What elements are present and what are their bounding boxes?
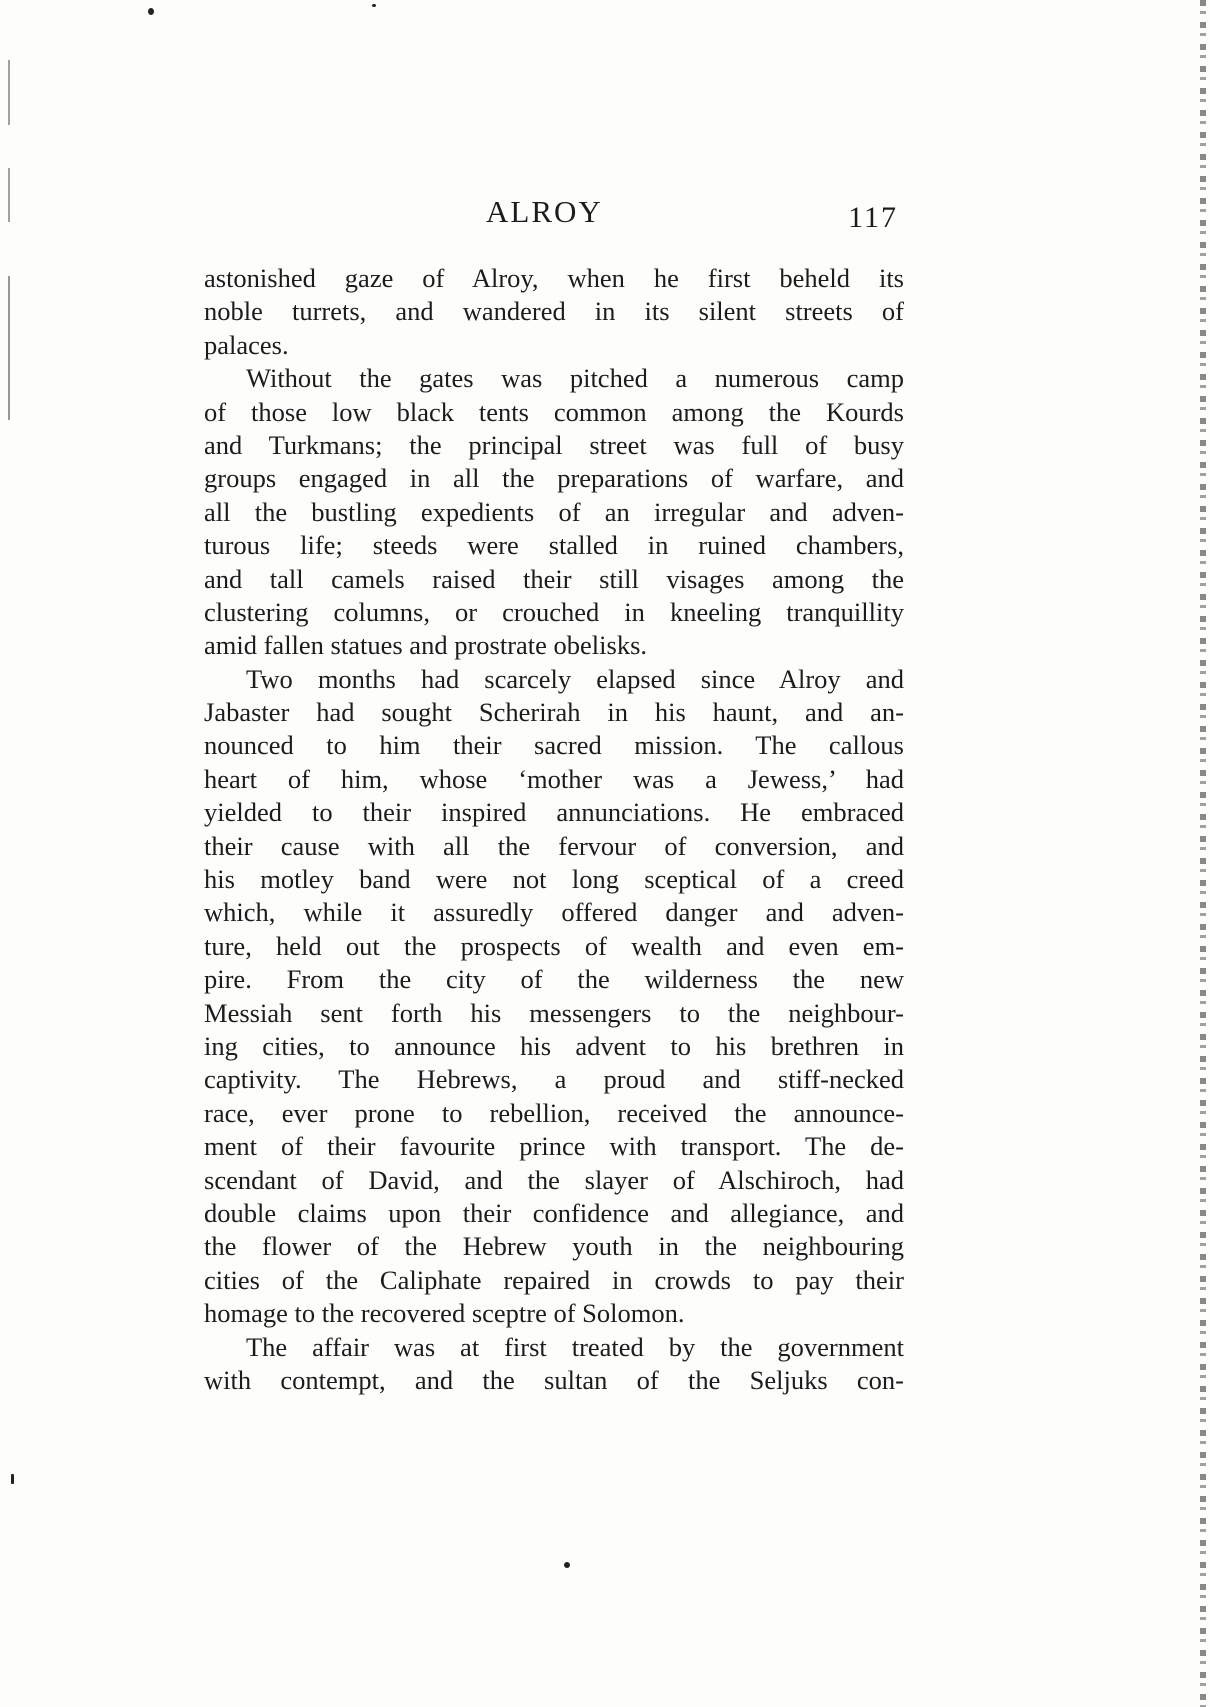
paragraph [204, 663, 904, 1331]
text-line: captivity. The Hebrews, a proud and stiff-necked [204, 1064, 904, 1095]
text-line: race, ever prone to rebellion, received the announce- [204, 1097, 904, 1128]
text-line: Two months had scarcely elapsed since Alroy and [246, 663, 904, 694]
paragraph [204, 362, 904, 663]
scan-speck [11, 1474, 14, 1484]
text-line: yielded to their inspired annunciations. He embraced [204, 797, 904, 828]
text-line: their cause with all the fervour of conversion, and [204, 830, 904, 861]
scan-speck [148, 8, 154, 15]
text-line: palaces. [204, 329, 289, 360]
text-line: clustering columns, or crouched in kneeling tranquillity [204, 596, 904, 627]
text-line: the flower of the Hebrew youth in the neighbouring [204, 1231, 904, 1262]
text-line: heart of him, whose ‘mother was a Jewess,’ had [204, 763, 904, 794]
text-line: nounced to him their sacred mission. The callous [204, 730, 904, 761]
text-line: his motley band were not long sceptical of a creed [204, 864, 904, 895]
text-line: ing cities, to announce his advent to his brethren in [204, 1030, 904, 1061]
binding-edge-right [1200, 0, 1206, 1707]
text-line: and Turkmans; the principal street was full of busy [204, 429, 904, 460]
text-line: The affair was at first treated by the government [246, 1331, 904, 1362]
text-line: ment of their favourite prince with transport. The de- [204, 1131, 904, 1162]
paragraph [204, 1331, 904, 1398]
text-line: astonished gaze of Alroy, when he first beheld its [204, 263, 904, 293]
paragraph [204, 262, 904, 362]
text-line: double claims upon their confidence and allegiance, and [204, 1197, 904, 1228]
text-line: groups engaged in all the preparations of warfare, and [204, 463, 904, 494]
body-text [204, 262, 904, 1397]
text-line: scendant of David, and the slayer of Alschiroch, had [204, 1164, 904, 1195]
page-number: 117 [848, 201, 898, 234]
text-line: which, while it assuredly offered danger and adven- [204, 897, 904, 928]
running-header [204, 192, 908, 240]
text-line: all the bustling expedients of an irregular and adven- [204, 496, 904, 527]
text-line: homage to the recovered sceptre of Solomon. [204, 1298, 685, 1329]
scan-speck [564, 1562, 570, 1568]
text-line: cities of the Caliphate repaired in crowds to pay their [204, 1264, 904, 1295]
binding-edge-left [8, 60, 10, 420]
text-line: and tall camels raised their still visages among the [204, 563, 904, 594]
text-line: Jabaster had sought Scherirah in his haunt, and an- [204, 697, 904, 728]
text-line: turous life; steeds were stalled in ruined chambers, [204, 530, 904, 561]
text-line: of those low black tents common among the Kourds [204, 396, 904, 427]
text-line: pire. From the city of the wilderness the new [204, 964, 904, 995]
text-line: Without the gates was pitched a numerous camp [246, 363, 904, 394]
text-line: noble turrets, and wandered in its silent streets of [204, 296, 904, 327]
text-line: Messiah sent forth his messengers to the neighbour- [204, 997, 904, 1028]
text-line: with contempt, and the sultan of the Seljuks con- [204, 1364, 904, 1395]
running-title: ALROY [486, 194, 603, 229]
scan-speck [372, 4, 376, 7]
text-line: amid fallen statues and prostrate obelisks. [204, 630, 648, 661]
text-line: ture, held out the prospects of wealth and even em- [204, 930, 904, 961]
